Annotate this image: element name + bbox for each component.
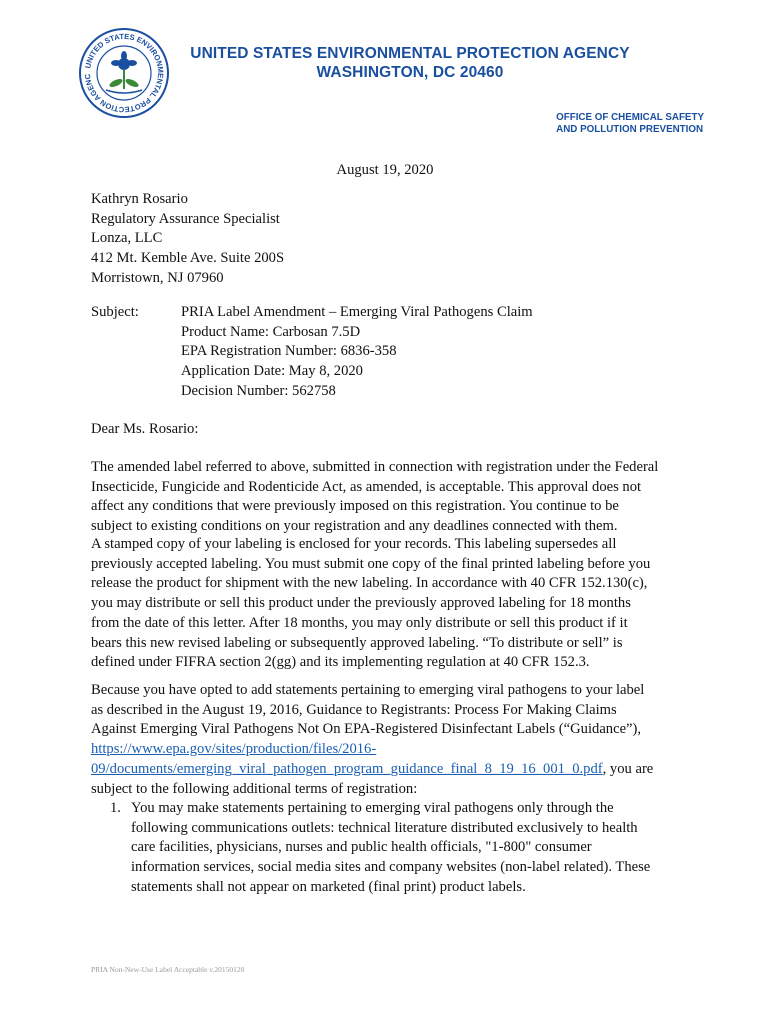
svg-text:UNITED STATES ENVIRONMENTAL PR: UNITED STATES ENVIRONMENTAL PROTECTION AGENC [82, 31, 166, 115]
paragraph-line: bears this new revised labeling or subsequently approved labeling. “To distribute or sell” is [91, 634, 623, 651]
paragraph-line: The amended label referred to above, submitted in connection with registration under the Federal [91, 459, 659, 475]
subject-line: Product Name: Carbosan 7.5D [181, 323, 361, 340]
after-link-text: , you are [602, 760, 654, 777]
guidance-link[interactable]: 09/documents/emerging_viral_pathogen_program_guidance_final_8_19_16_001_0.pdf [91, 760, 603, 777]
office-line: OFFICE OF CHEMICAL SAFETY [556, 112, 704, 123]
address-line: 412 Mt. Kemble Ave. Suite 200S [91, 250, 285, 267]
list-line: You may make statements pertaining to emerging viral pathogens only through the [131, 800, 614, 816]
paragraph-line: Against Emerging Viral Pathogens Not On EPA-Registered Disinfectant Labels (“Guidance”), [91, 721, 642, 738]
office-line: AND POLLUTION PREVENTION [556, 124, 704, 135]
paragraph-line: as described in the August 19, 2016, Guidance to Registrants: Process For Making Claims [91, 701, 617, 718]
paragraph-line: defined under FIFRA section 2(gg) and its implementing regulation at 40 CFR 152.3. [91, 654, 590, 671]
guidance-link-line [91, 740, 701, 760]
paragraph-line: previously accepted labeling. You must submit one copy of the final printed labeling before you [91, 555, 651, 572]
terms-list-item [110, 799, 710, 898]
subject-line: Decision Number: 562758 [181, 382, 336, 399]
list-line: statements shall not appear on marketed (final print) product labels. [131, 878, 526, 895]
agency-location: WASHINGTON, DC 20460 [316, 64, 504, 81]
subject-block [181, 303, 533, 402]
subject-label: Subject: [91, 304, 139, 320]
office-name [556, 112, 704, 136]
recipient-address [91, 190, 284, 289]
address-line: Kathryn Rosario [91, 191, 188, 207]
paragraph-line: Insecticide, Fungicide and Rodenticide Act, as amended, is acceptable. This approval does not [91, 478, 642, 495]
salutation: Dear Ms. Rosario: [91, 421, 199, 437]
list-line: care facilities, physicians, nurses and public health officials, "1-800" consumer [131, 839, 592, 856]
address-line: Lonza, LLC [91, 230, 163, 247]
guidance-link[interactable]: https://www.epa.gov/sites/production/files/2016- [91, 741, 377, 758]
agency-name: UNITED STATES ENVIRONMENTAL PROTECTION AGENCY [190, 45, 630, 62]
list-line: information services, social media sites and company websites (non-label related). These [131, 859, 651, 876]
subject-line: PRIA Label Amendment – Emerging Viral Pathogens Claim [181, 304, 533, 320]
paragraph-line: A stamped copy of your labeling is enclosed for your records. This labeling supersedes all [91, 536, 617, 552]
paragraph-approval [91, 458, 701, 537]
paragraph-labeling [91, 535, 701, 673]
letter-date: August 19, 2020 [336, 162, 434, 178]
paragraph-line: release the product for shipment with the new labeling. In accordance with 40 CFR 152.130(c), [91, 575, 648, 592]
list-number: 1. [110, 800, 121, 816]
footer-template-id: PRIA Non-New-Use Label Acceptable v.20150120 [91, 965, 245, 974]
paragraph-line: from the date of this letter. After 18 months, you may only distribute or sell this product if it [91, 614, 628, 631]
paragraph-line: affect any conditions that were previously imposed on this registration. You continue to be [91, 498, 619, 515]
subject-line: EPA Registration Number: 6836-358 [181, 343, 397, 360]
paragraph-line: you may distribute or sell this product under the previously approved labeling for 18 months [91, 595, 631, 612]
list-line: following communications outlets: technical literature distributed exclusively to health [131, 819, 638, 836]
address-line: Regulatory Assurance Specialist [91, 210, 280, 227]
paragraph-line: subject to the following additional terms of registration: [91, 780, 418, 797]
paragraph-line: Because you have opted to add statements pertaining to emerging viral pathogens to your label [91, 682, 645, 698]
paragraph-guidance [91, 681, 701, 799]
guidance-link-line [91, 760, 701, 780]
address-line: Morristown, NJ 07960 [91, 269, 224, 286]
paragraph-line: subject to existing conditions on your registration and any deadlines connected with them. [91, 518, 618, 535]
subject-line: Application Date: May 8, 2020 [181, 363, 363, 380]
